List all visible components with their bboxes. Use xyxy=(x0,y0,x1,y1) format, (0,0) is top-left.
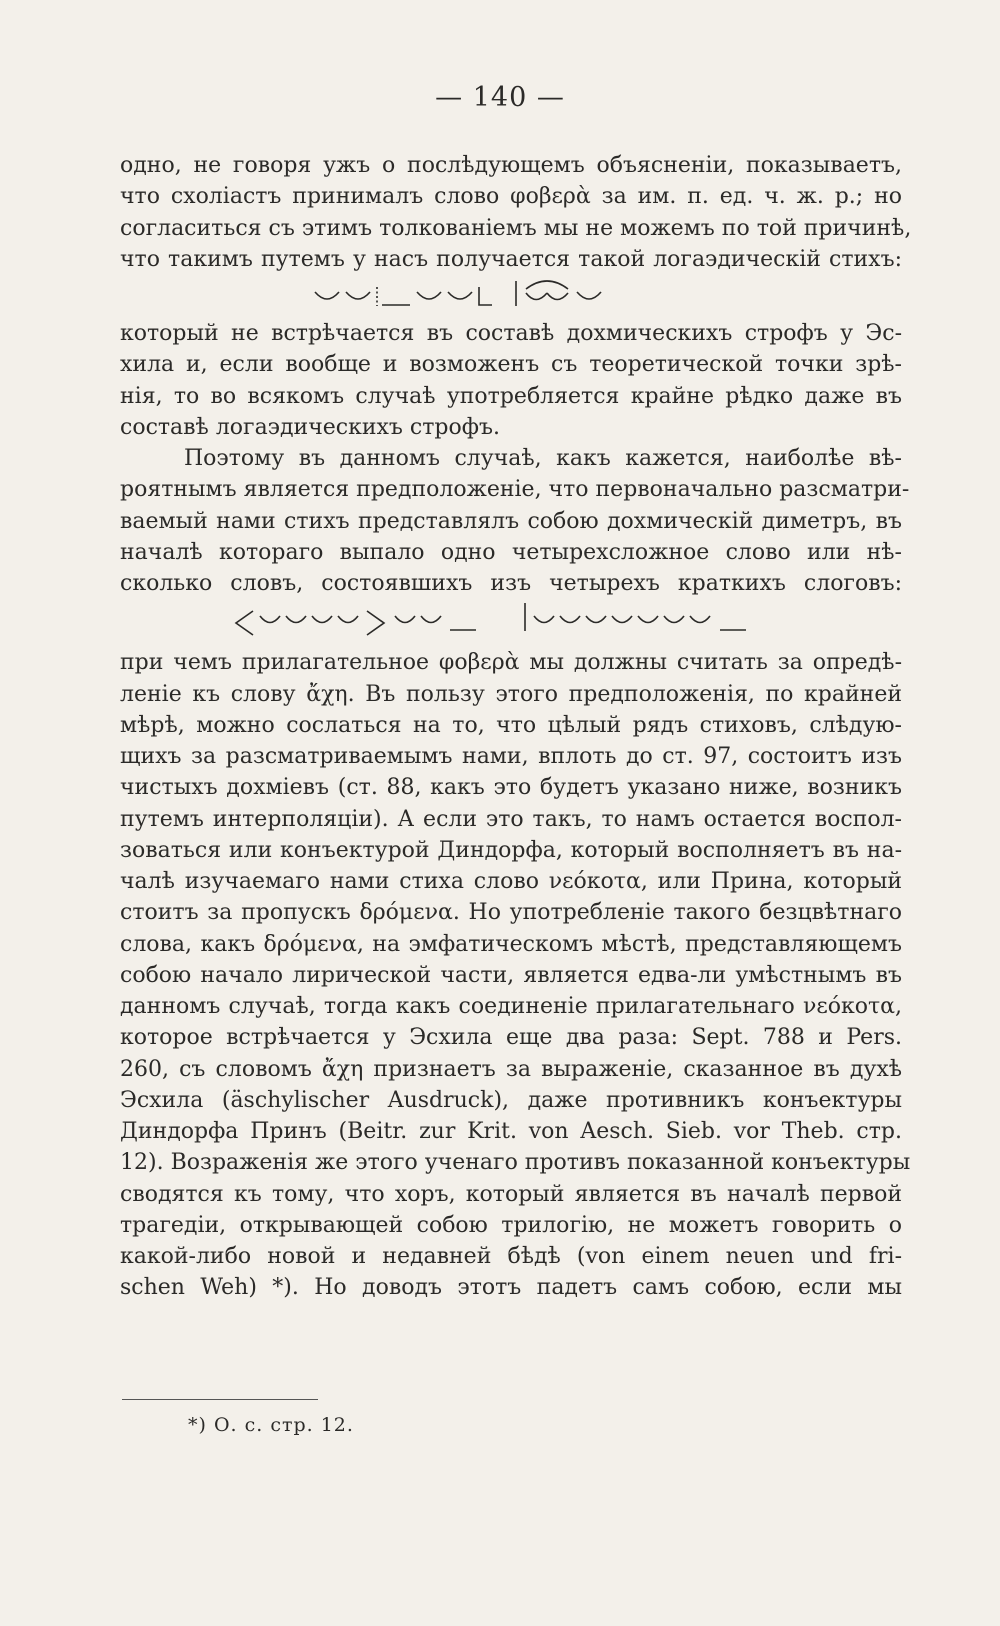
text-line: Эсхила (äschylischer Ausdruck), даже противникъ конъектуры xyxy=(120,1087,902,1113)
text-line: сводятся къ тому, что хоръ, который является въ началѣ первой xyxy=(120,1181,902,1207)
text-line: 12). Возраженія же этого ученаго противъ показанной конъектуры xyxy=(120,1150,911,1176)
text-line: согласиться съ этимъ толкованіемъ мы не можемъ по той причинѣ, xyxy=(120,215,912,241)
text-line: собою начало лирической части, является едва-ли умѣстнымъ въ xyxy=(120,962,902,988)
breve-mark xyxy=(417,292,441,299)
text-line: началѣ котораго выпало одно четырехсложное слово или нѣ- xyxy=(120,539,902,565)
text-line: чалѣ изучаемаго нами стиха слово νεόκοτα, или Прина, который xyxy=(120,869,902,894)
text-line: нія, то во всякомъ случаѣ употребляется крайне рѣдко даже въ xyxy=(120,383,902,409)
breve-mark xyxy=(312,616,332,623)
breve-mark xyxy=(612,616,632,623)
text-line: мѣрѣ, можно сослаться на то, что цѣлый рядъ стиховъ, слѣдую- xyxy=(120,712,902,738)
body-text xyxy=(120,150,912,1304)
text-line: данномъ случаѣ, тогда какъ соединеніе прилагательнаго νεόκοτα, xyxy=(120,994,902,1019)
breve-mark xyxy=(690,616,710,623)
text-line: стоитъ за пропускъ δρόμενα. Но употребленіе такого безцвѣтнаго xyxy=(120,900,902,926)
catalectic-mark xyxy=(479,287,492,305)
text-line: составѣ логаэдическихъ строфъ. xyxy=(120,414,500,440)
breve-mark xyxy=(534,616,554,623)
metrical-scheme-logaoedic-svg xyxy=(120,275,902,318)
text-line: роятнымъ является предположеніе, что первоначально разсматри- xyxy=(120,477,910,503)
metrical-scheme-dochmiac-svg xyxy=(120,599,902,647)
breve-mark xyxy=(395,616,415,623)
text-line: щихъ за разсматриваемымъ нами, вплоть до ст. 97, состоитъ изъ xyxy=(120,744,902,769)
text-line: сколько словъ, состоявшихъ изъ четырехъ краткихъ слоговъ: xyxy=(120,571,902,596)
text-line: слова, какъ δρόμενα, на эмфатическомъ мѣстѣ, представляющемъ xyxy=(120,931,902,957)
text-line: которое встрѣчается у Эсхила еще два раза: Sept. 788 и Pers. xyxy=(120,1025,902,1051)
text-line: который не встрѣчается въ составѣ дохмическихъ строфъ у Эс- xyxy=(120,321,902,346)
text-line: 260, съ словомъ ἄχη признаетъ за выраженіе, сказанное въ духѣ xyxy=(120,1056,902,1082)
breve-mark xyxy=(448,292,472,299)
text-line: Поэтому въ данномъ случаѣ, какъ кажется, наиболѣе вѣ- xyxy=(184,446,902,471)
angle-bracket-left xyxy=(236,611,253,635)
text-line: путемъ интерполяціи). А если это такъ, то намъ остается воспол- xyxy=(120,806,902,832)
breve-mark xyxy=(260,616,280,623)
text-line: при чемъ прилагательное φοβερὰ мы должны считать за опредѣ- xyxy=(120,650,902,676)
breve-mark xyxy=(315,292,339,299)
breve-mark xyxy=(638,616,658,623)
breve-mark xyxy=(526,293,547,300)
text-line: Диндорфа Принъ (Beitr. zur Krit. von Aesch. Sieb. vor Theb. стр. xyxy=(120,1119,902,1144)
breve-mark xyxy=(346,292,370,299)
page-number: — 140 — xyxy=(435,82,565,113)
text-line: что схоліастъ принималъ слово φοβερὰ за им. п. ед. ч. ж. р.; но xyxy=(120,184,902,210)
text-line: хила и, если вообще и возможенъ съ теоретической точки зрѣ- xyxy=(120,352,902,378)
text-line: зоваться или конъектурой Диндорфа, который восполняетъ въ на- xyxy=(120,837,902,863)
text-line: чистыхъ дохміевъ (ст. 88, какъ это будетъ указано ниже, возникъ xyxy=(120,775,902,801)
text-line: ваемый нами стихъ представлялъ собою дохмическій диметръ, въ xyxy=(120,508,902,534)
metrical-scheme-dochmiac xyxy=(120,599,902,647)
metrical-scheme-logaoedic xyxy=(120,275,902,318)
breve-mark xyxy=(338,616,358,623)
text-line: леніе къ слову ἄχη. Въ пользу этого предположенія, по крайней xyxy=(120,681,902,707)
breve-mark xyxy=(547,293,568,300)
text-line: трагедіи, открывающей собою трилогію, не можетъ говорить о xyxy=(120,1212,902,1238)
breve-mark xyxy=(560,616,580,623)
breve-mark xyxy=(286,616,306,623)
footnote: *) О. с. стр. 12. xyxy=(188,1414,354,1436)
resolved-mark xyxy=(526,281,568,289)
breve-mark xyxy=(664,616,684,623)
breve-mark xyxy=(421,616,441,623)
breve-mark xyxy=(577,292,601,299)
text-line: одно, не говоря ужъ о послѣдующемъ объясненіи, показываетъ, xyxy=(120,153,902,178)
text-line: schen Weh) *). Но доводъ этотъ падетъ самъ собою, если мы xyxy=(120,1275,902,1301)
text-line: какой-либо новой и недавней бѣдѣ (von einem neuen und fri- xyxy=(120,1244,902,1269)
footnote-divider xyxy=(122,1399,318,1400)
breve-mark xyxy=(586,616,606,623)
text-line: что такимъ путемъ у насъ получается такой логаэдическій стихъ: xyxy=(120,246,902,272)
angle-bracket-right xyxy=(367,611,384,635)
